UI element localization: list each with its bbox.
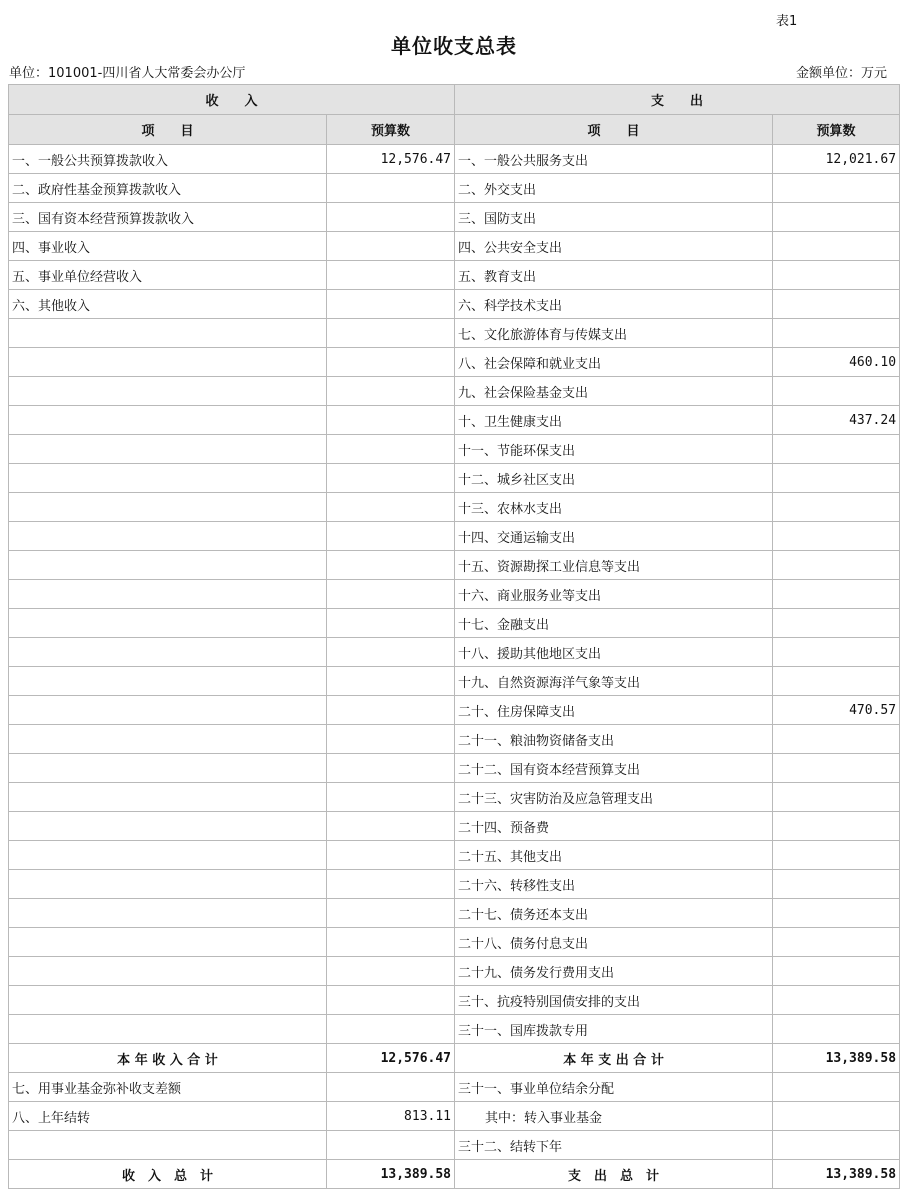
expense-item-cell: 十、卫生健康支出: [455, 406, 773, 435]
expense-amount-cell: [773, 232, 900, 261]
income-amount-cell: [327, 667, 455, 696]
income-total-label: 收 入 总 计: [9, 1160, 327, 1189]
income-subtotal-label: 本 年 收 入 合 计: [9, 1044, 327, 1073]
table-row: [9, 551, 900, 580]
table-row: [9, 406, 900, 435]
income-amount-cell: 12,576.47: [327, 145, 455, 174]
income-item-cell: 七、用事业基金弥补收支差额: [9, 1073, 327, 1102]
table-row: [9, 1102, 900, 1131]
income-amount-cell: [327, 609, 455, 638]
expense-amount-cell: [773, 812, 900, 841]
income-item-cell: [9, 406, 327, 435]
income-item-cell: 一、一般公共预算拨款收入: [9, 145, 327, 174]
table-row: [9, 1131, 900, 1160]
expense-item-cell: 三十、抗疫特别国债安排的支出: [455, 986, 773, 1015]
expense-item-cell: 二十二、国有资本经营预算支出: [455, 754, 773, 783]
income-amount-cell: [327, 841, 455, 870]
income-amount-cell: [327, 232, 455, 261]
expense-subtotal-amount: 13,389.58: [773, 1044, 900, 1073]
table-row: [9, 232, 900, 261]
expense-amount-cell: [773, 174, 900, 203]
income-amount-cell: [327, 754, 455, 783]
expense-item-cell: 四、公共安全支出: [455, 232, 773, 261]
expense-amount-cell: [773, 667, 900, 696]
income-amount-cell: [327, 1131, 455, 1160]
income-item-cell: [9, 841, 327, 870]
expense-amount-cell: [773, 986, 900, 1015]
expense-item-cell: 九、社会保险基金支出: [455, 377, 773, 406]
income-amount-cell: [327, 928, 455, 957]
expense-amount-cell: 12,021.67: [773, 145, 900, 174]
income-amount-cell: [327, 957, 455, 986]
expense-item-cell: 八、社会保障和就业支出: [455, 348, 773, 377]
expense-item-cell: 一、一般公共服务支出: [455, 145, 773, 174]
expense-amount-cell: [773, 754, 900, 783]
income-amount-cell: [327, 290, 455, 319]
table-row: [9, 145, 900, 174]
expense-item-cell: 二十五、其他支出: [455, 841, 773, 870]
income-item-cell: [9, 899, 327, 928]
expense-amount-cell: [773, 493, 900, 522]
expense-item-cell: 二十八、债务付息支出: [455, 928, 773, 957]
income-amount-cell: [327, 1073, 455, 1102]
income-item-cell: [9, 493, 327, 522]
income-amount-cell: [327, 261, 455, 290]
expense-amount-cell: [773, 522, 900, 551]
table-row: [9, 928, 900, 957]
expense-item-cell: 二、外交支出: [455, 174, 773, 203]
expense-amount-cell: [773, 319, 900, 348]
expense-item-cell: 二十、住房保障支出: [455, 696, 773, 725]
table-row: [9, 203, 900, 232]
table-row: [9, 580, 900, 609]
income-subtotal-amount: 12,576.47: [327, 1044, 455, 1073]
table-row: [9, 319, 900, 348]
expense-amount-cell: [773, 841, 900, 870]
expense-item-cell: 三十一、事业单位结余分配: [455, 1073, 773, 1102]
income-item-cell: [9, 377, 327, 406]
expense-item-cell: 十五、资源勘探工业信息等支出: [455, 551, 773, 580]
table-row: [9, 261, 900, 290]
expense-amount-cell: [773, 580, 900, 609]
table-row: [9, 725, 900, 754]
income-amount-cell: [327, 551, 455, 580]
expense-item-cell: 十一、节能环保支出: [455, 435, 773, 464]
income-item-cell: [9, 348, 327, 377]
expense-total-amount: 13,389.58: [773, 1160, 900, 1189]
expense-amount-cell: [773, 725, 900, 754]
income-item-cell: [9, 609, 327, 638]
income-item-cell: [9, 783, 327, 812]
income-budget-header: 预算数: [327, 115, 455, 145]
table-row: [9, 1073, 900, 1102]
expense-amount-cell: [773, 899, 900, 928]
income-item-cell: 五、事业单位经营收入: [9, 261, 327, 290]
income-amount-cell: [327, 522, 455, 551]
table-row: [9, 667, 900, 696]
section-header-row: [9, 85, 900, 115]
income-amount-cell: [327, 725, 455, 754]
page-title: 单位收支总表: [391, 34, 517, 58]
income-item-cell: [9, 667, 327, 696]
income-item-cell: [9, 638, 327, 667]
income-amount-cell: [327, 377, 455, 406]
expense-amount-cell: 470.57: [773, 696, 900, 725]
income-amount-cell: [327, 870, 455, 899]
income-amount-cell: [327, 986, 455, 1015]
expense-amount-cell: [773, 928, 900, 957]
income-item-cell: [9, 580, 327, 609]
table-row: [9, 377, 900, 406]
income-item-cell: 三、国有资本经营预算拨款收入: [9, 203, 327, 232]
expense-item-cell: 二十四、预备费: [455, 812, 773, 841]
table-row: [9, 435, 900, 464]
expense-amount-cell: [773, 290, 900, 319]
expense-item-cell: 十六、商业服务业等支出: [455, 580, 773, 609]
expense-amount-cell: [773, 1015, 900, 1044]
income-amount-cell: [327, 696, 455, 725]
income-item-cell: [9, 1131, 327, 1160]
income-amount-cell: [327, 464, 455, 493]
income-amount-cell: [327, 638, 455, 667]
expense-amount-cell: [773, 1102, 900, 1131]
income-amount-cell: [327, 812, 455, 841]
expense-item-cell: 十九、自然资源海洋气象等支出: [455, 667, 773, 696]
expense-item-cell: 十七、金融支出: [455, 609, 773, 638]
expense-amount-cell: [773, 261, 900, 290]
expense-amount-cell: [773, 377, 900, 406]
expense-amount-cell: [773, 1131, 900, 1160]
expense-amount-cell: [773, 551, 900, 580]
expense-amount-cell: [773, 783, 900, 812]
expense-item-cell: 二十一、粮油物资储备支出: [455, 725, 773, 754]
income-total-amount: 13,389.58: [327, 1160, 455, 1189]
expense-item-cell: 三、国防支出: [455, 203, 773, 232]
income-item-cell: 四、事业收入: [9, 232, 327, 261]
income-item-cell: [9, 696, 327, 725]
income-item-cell: 二、政府性基金预算拨款收入: [9, 174, 327, 203]
expense-item-cell: 七、文化旅游体育与传媒支出: [455, 319, 773, 348]
expense-item-cell: 十八、援助其他地区支出: [455, 638, 773, 667]
expense-item-cell: 三十一、国库拨款专用: [455, 1015, 773, 1044]
table-row: [9, 609, 900, 638]
table-row: [9, 986, 900, 1015]
income-item-cell: [9, 725, 327, 754]
expense-item-header: 项 目: [455, 115, 773, 145]
income-item-cell: 六、其他收入: [9, 290, 327, 319]
expense-total-label: 支 出 总 计: [455, 1160, 773, 1189]
expense-amount-cell: 437.24: [773, 406, 900, 435]
table-row: [9, 638, 900, 667]
column-header-row: [9, 115, 900, 145]
table-row: [9, 957, 900, 986]
table-row: [9, 174, 900, 203]
income-item-cell: [9, 928, 327, 957]
income-item-header: 项 目: [9, 115, 327, 145]
income-amount-cell: [327, 899, 455, 928]
table-row: [9, 522, 900, 551]
table-row: [9, 290, 900, 319]
table-row: [9, 870, 900, 899]
expense-item-cell: 二十三、灾害防治及应急管理支出: [455, 783, 773, 812]
income-item-cell: [9, 551, 327, 580]
income-item-cell: [9, 319, 327, 348]
income-amount-cell: [327, 348, 455, 377]
income-amount-cell: 813.11: [327, 1102, 455, 1131]
income-item-cell: [9, 957, 327, 986]
income-item-cell: [9, 986, 327, 1015]
expense-section-header: 支 出: [455, 85, 900, 115]
expense-item-cell: 三十二、结转下年: [455, 1131, 773, 1160]
expense-item-cell: 十四、交通运输支出: [455, 522, 773, 551]
table-row: [9, 899, 900, 928]
income-amount-cell: [327, 319, 455, 348]
expense-amount-cell: [773, 609, 900, 638]
expense-amount-cell: [773, 957, 900, 986]
expense-item-cell: 其中：转入事业基金: [455, 1102, 773, 1131]
table-number: 表1: [776, 14, 798, 29]
expense-amount-cell: 460.10: [773, 348, 900, 377]
income-item-cell: [9, 754, 327, 783]
grand-total-row: [9, 1160, 900, 1189]
income-item-cell: [9, 464, 327, 493]
expense-budget-header: 预算数: [773, 115, 900, 145]
table-row: [9, 464, 900, 493]
income-amount-cell: [327, 1015, 455, 1044]
table-row: [9, 348, 900, 377]
income-item-cell: [9, 812, 327, 841]
income-section-header: 收 入: [9, 85, 455, 115]
subtotal-row: [9, 1044, 900, 1073]
income-amount-cell: [327, 493, 455, 522]
expense-item-cell: 二十六、转移性支出: [455, 870, 773, 899]
expense-amount-cell: [773, 870, 900, 899]
income-amount-cell: [327, 435, 455, 464]
budget-summary-table: [8, 84, 900, 1189]
income-item-cell: [9, 1015, 327, 1044]
table-row: [9, 754, 900, 783]
income-amount-cell: [327, 203, 455, 232]
expense-item-cell: 十二、城乡社区支出: [455, 464, 773, 493]
income-amount-cell: [327, 783, 455, 812]
expense-subtotal-label: 本 年 支 出 合 计: [455, 1044, 773, 1073]
expense-amount-cell: [773, 203, 900, 232]
expense-amount-cell: [773, 638, 900, 667]
income-amount-cell: [327, 580, 455, 609]
table-row: [9, 1015, 900, 1044]
unit-label: 单位：101001-四川省人大常委会办公厅: [9, 66, 246, 81]
table-row: [9, 493, 900, 522]
income-item-cell: 八、上年结转: [9, 1102, 327, 1131]
income-item-cell: [9, 522, 327, 551]
expense-amount-cell: [773, 464, 900, 493]
expense-item-cell: 六、科学技术支出: [455, 290, 773, 319]
income-amount-cell: [327, 406, 455, 435]
expense-item-cell: 十三、农林水支出: [455, 493, 773, 522]
income-item-cell: [9, 435, 327, 464]
expense-item-cell: 二十七、债务还本支出: [455, 899, 773, 928]
expense-amount-cell: [773, 435, 900, 464]
table-row: [9, 841, 900, 870]
income-amount-cell: [327, 174, 455, 203]
income-item-cell: [9, 870, 327, 899]
expense-item-cell: 五、教育支出: [455, 261, 773, 290]
expense-amount-cell: [773, 1073, 900, 1102]
table-row: [9, 696, 900, 725]
expense-item-cell: 二十九、债务发行费用支出: [455, 957, 773, 986]
amount-unit-label: 金额单位：万元: [795, 66, 887, 81]
table-row: [9, 783, 900, 812]
table-row: [9, 812, 900, 841]
